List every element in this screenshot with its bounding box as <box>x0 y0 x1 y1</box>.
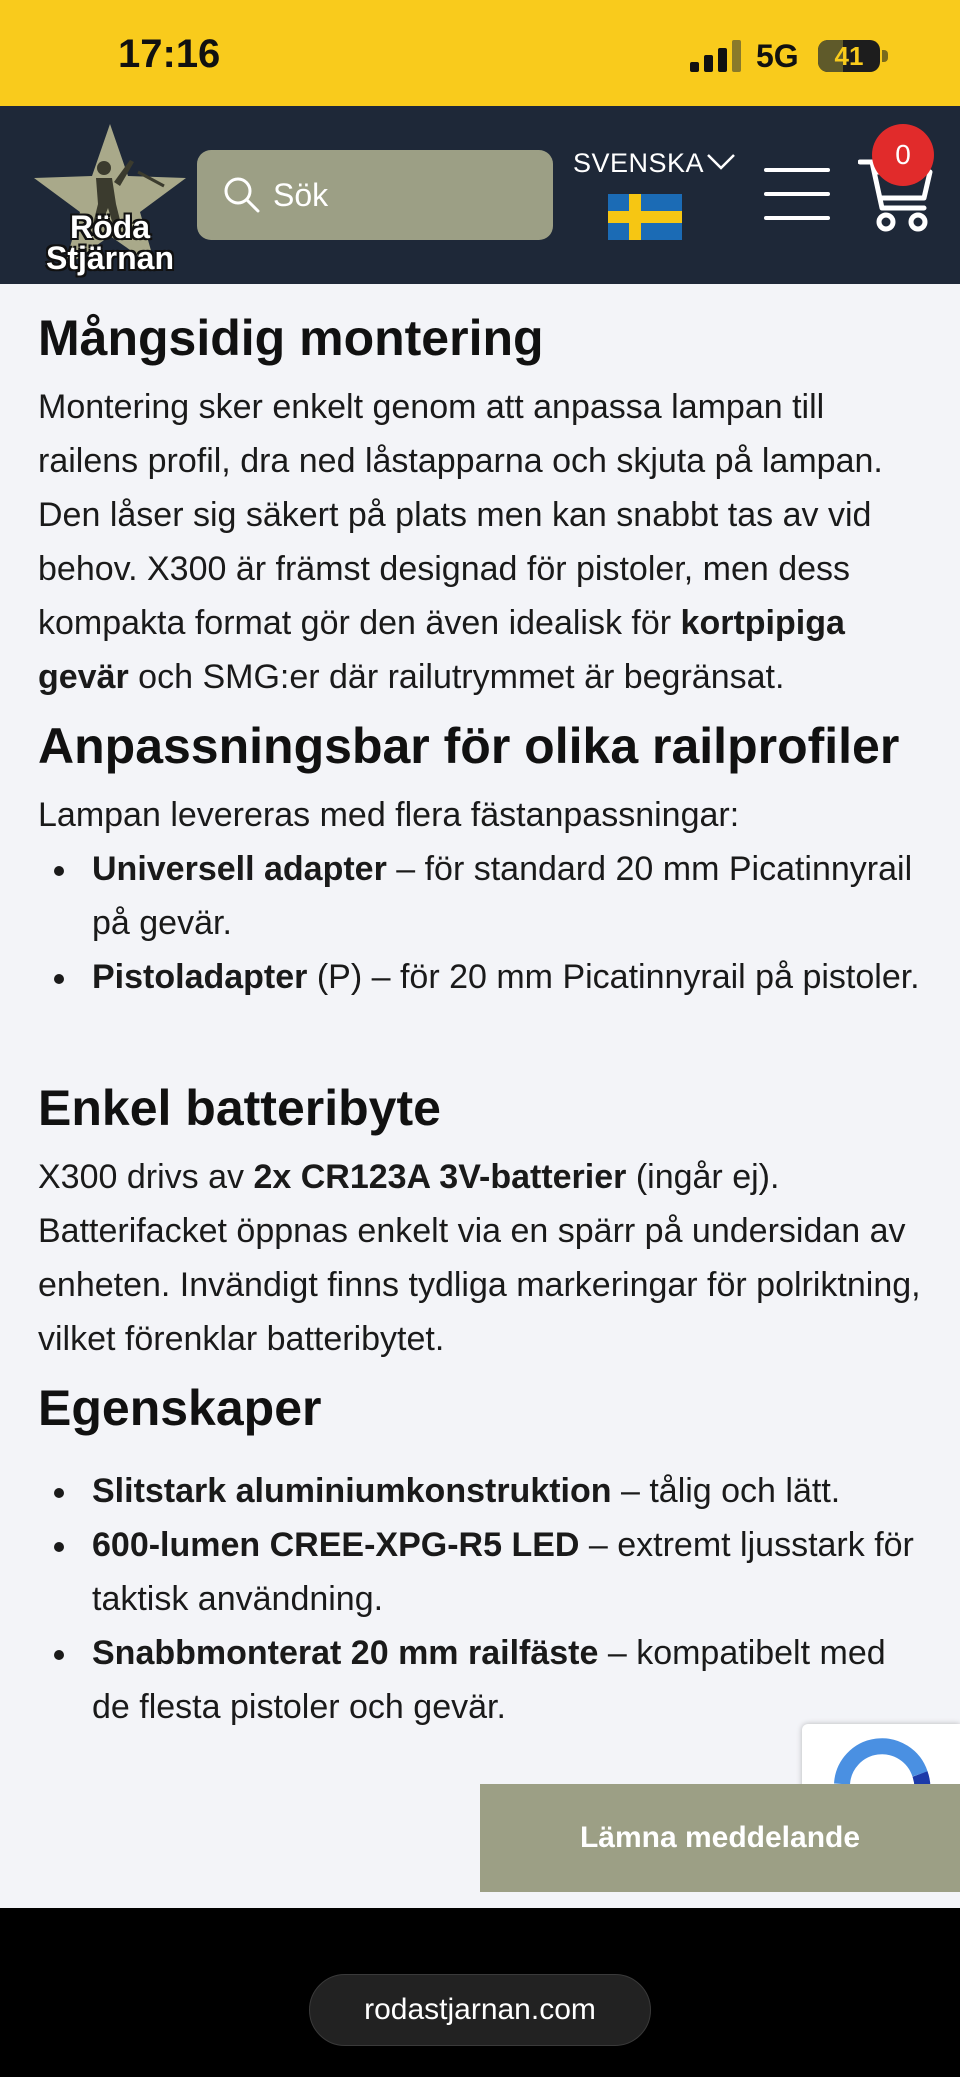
browser-bottom-bar <box>0 1908 960 2077</box>
paragraph-text: och SMG:er där railutrymmet är begränsat. <box>128 658 785 696</box>
battery-paragraph <box>38 1150 928 1366</box>
site-header <box>0 106 960 284</box>
hamburger-menu-icon[interactable] <box>764 166 830 222</box>
language-selector[interactable]: SVENSKA <box>573 148 705 178</box>
status-time: 17:16 <box>118 32 221 76</box>
mounting-paragraph <box>38 380 928 704</box>
list-item-bold: Universell adapter <box>92 850 387 888</box>
signal-icon <box>690 40 742 72</box>
features-list <box>38 1464 928 1734</box>
battery-nub <box>882 50 888 62</box>
rail-intro: Lampan levereras med flera fästanpassningar: <box>38 796 740 834</box>
list-item <box>38 842 928 950</box>
search-input[interactable] <box>273 150 533 240</box>
product-description <box>38 284 928 1734</box>
list-item <box>38 1464 928 1518</box>
network-type: 5G <box>756 38 799 74</box>
list-item-text: (P) – för 20 mm Picatinnyrail på pistoler. <box>307 958 920 996</box>
logo-text <box>30 209 190 276</box>
battery-icon <box>818 40 880 72</box>
search-box[interactable] <box>197 150 553 240</box>
list-item <box>38 1626 928 1734</box>
paragraph-text: X300 drivs av <box>38 1158 254 1196</box>
leave-message-button[interactable]: Lämna meddelande <box>480 1784 960 1892</box>
list-item-bold: Slitstark aluminiumkonstruktion <box>92 1472 612 1510</box>
paragraph-text: Montering sker enkelt genom att anpassa lampan till railens profil, dra ned låstapparna och skjuta på lampan. Den låser sig säkert på plats men kan snabbt tas av vid behov. X300 är främst designad för pistoler, men dess kompakta format gör den även idealisk för <box>38 388 883 642</box>
site-logo[interactable] <box>30 124 190 274</box>
logo-text-line-2: Stjärnan <box>45 240 175 276</box>
status-bar <box>0 0 960 106</box>
list-item-bold: Snabbmonterat 20 mm railfäste <box>92 1634 599 1672</box>
cart-count-badge[interactable]: 0 <box>872 124 934 186</box>
section-heading-mounting: Mångsidig montering <box>38 310 544 366</box>
list-item-text: – kompatibelt med de flesta pistoler och gevär. <box>92 1634 886 1726</box>
logo-text-line-1: Röda <box>70 209 150 245</box>
url-bar[interactable]: rodastjarnan.com <box>309 1974 651 2046</box>
paragraph-text: (ingår ej). Batterifacket öppnas enkelt via en spärr på undersidan av enheten. Invändigt finns tydliga markeringar för polriktning, vilket förenklar batteribytet. <box>38 1158 921 1358</box>
list-item-text: – för standard 20 mm Picatinnyrail på gevär. <box>92 850 913 942</box>
chevron-down-icon[interactable] <box>706 150 736 172</box>
paragraph-bold: kortpipiga gevär <box>38 604 845 696</box>
adapter-list <box>38 842 928 1004</box>
list-item <box>38 1518 928 1626</box>
section-heading-battery: Enkel batteribyte <box>38 1080 441 1136</box>
list-item-text: – extremt ljusstark för taktisk användning. <box>92 1526 914 1618</box>
list-item <box>38 950 928 1004</box>
list-item-bold: 600-lumen CREE-XPG-R5 LED <box>92 1526 580 1564</box>
list-item-text: – tålig och lätt. <box>611 1472 841 1510</box>
list-item-bold: Pistoladapter <box>92 958 308 996</box>
section-heading-rail-profiles: Anpassningsbar för olika railprofiler <box>38 718 900 774</box>
section-heading-features: Egenskaper <box>38 1380 322 1436</box>
swedish-flag-icon[interactable] <box>608 194 682 240</box>
paragraph-bold: 2x CR123A 3V-batterier <box>253 1158 627 1196</box>
battery-level: 41 <box>834 41 864 71</box>
search-icon <box>221 174 261 214</box>
